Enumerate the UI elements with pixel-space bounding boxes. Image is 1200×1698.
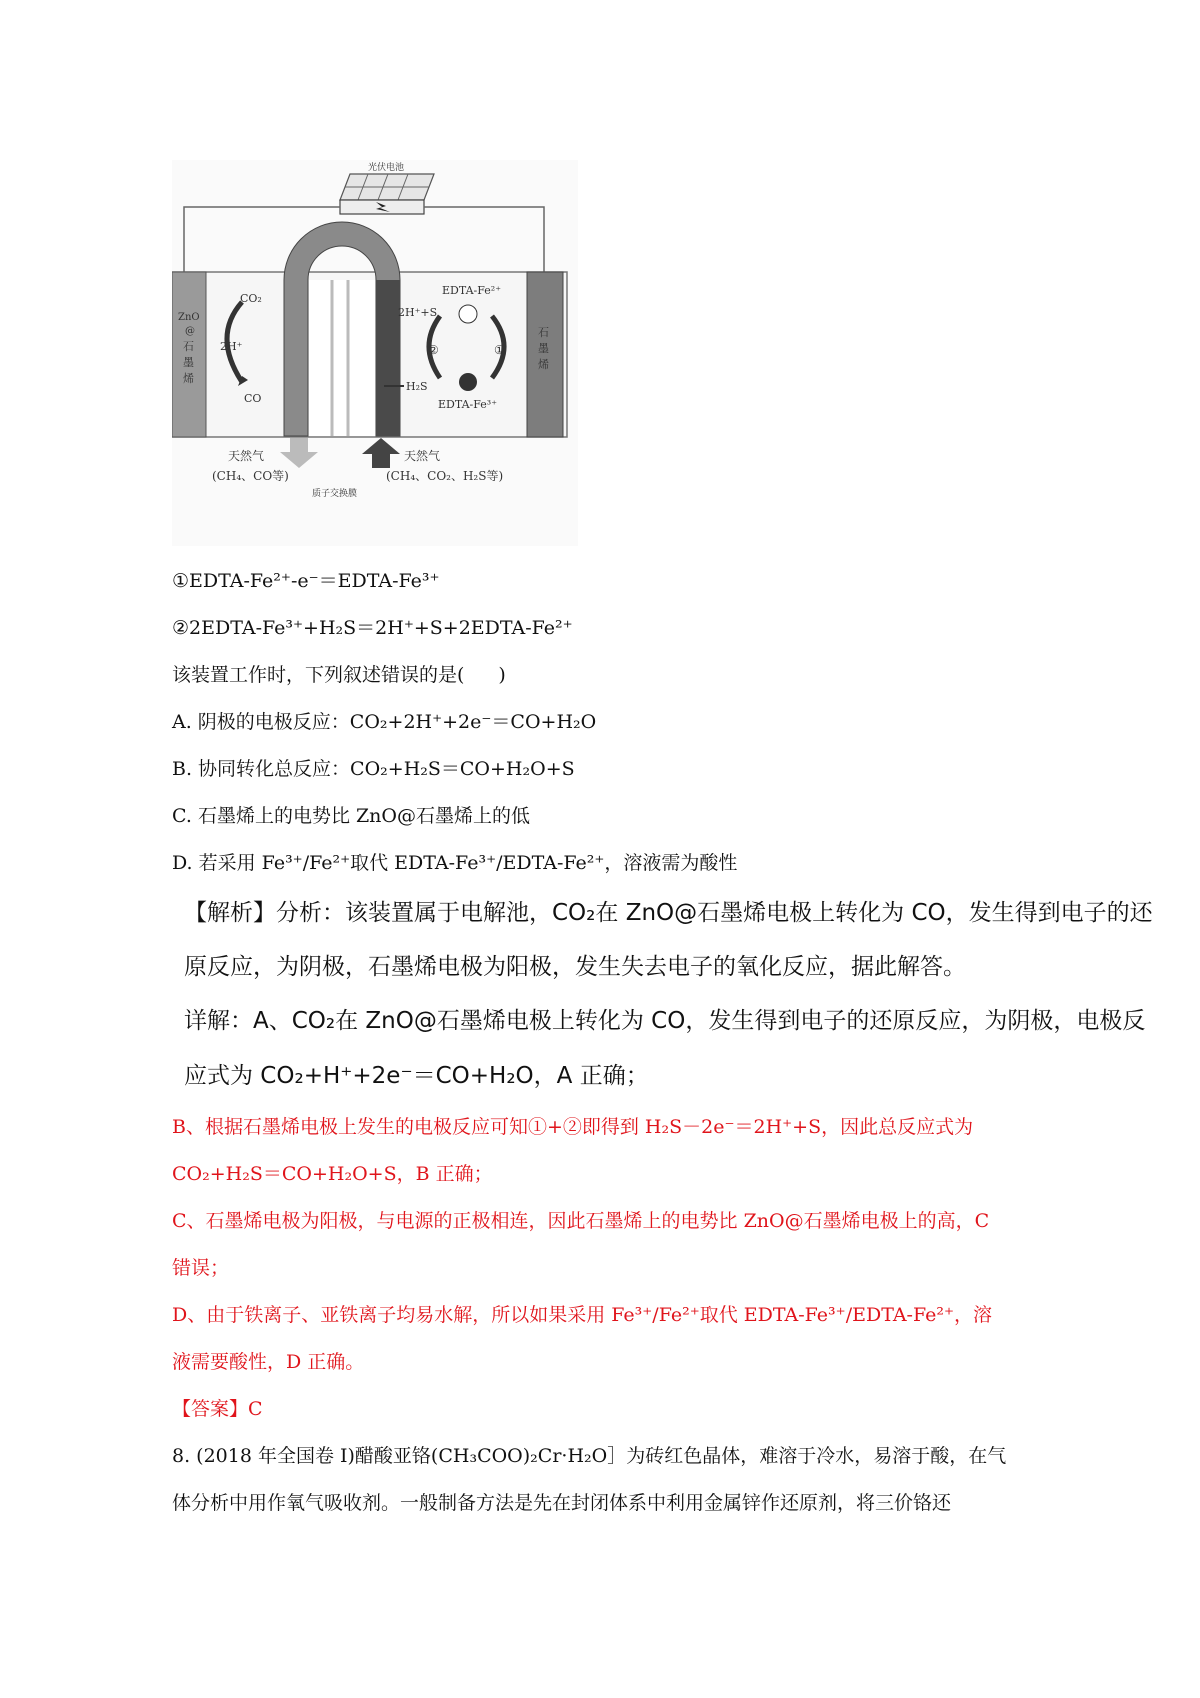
question-stem-text: 该装置工作时，下列叙述错误的是( bbox=[172, 664, 465, 686]
two-h-s-label: 2H⁺+S bbox=[398, 306, 438, 319]
detail-d-line-2: 液需要酸性，D 正确。 bbox=[172, 1351, 365, 1373]
solar-panel-label: 光伏电池 bbox=[368, 163, 405, 173]
answer-line: 【答案】C bbox=[172, 1398, 263, 1420]
membrane-label: 质子交换膜 bbox=[312, 489, 358, 499]
option-c: C. 石墨烯上的电势比 ZnO@石墨烯上的低 bbox=[172, 805, 530, 827]
detail-d-line-1: D、由于铁离子、亚铁离子均易水解，所以如果采用 Fe³⁺/Fe²⁺取代 EDTA-Fe³⁺/EDTA-Fe²⁺，溶 bbox=[172, 1304, 993, 1326]
co2-label: CO₂ bbox=[240, 292, 262, 305]
option-d: D. 若采用 Fe³⁺/Fe²⁺取代 EDTA-Fe³⁺/EDTA-Fe²⁺，溶液需为酸性 bbox=[172, 852, 738, 874]
option-b: B. 协同转化总反应：CO₂+H₂S＝CO+H₂O+S bbox=[172, 758, 575, 780]
two-h-label: 2H⁺ bbox=[220, 340, 243, 353]
edta-fe2-label: EDTA-Fe²⁺ bbox=[442, 284, 502, 297]
fe-particle bbox=[459, 373, 477, 391]
gas-in-composition: (CH₄、CO₂、H₂S等) bbox=[386, 469, 504, 483]
right-electrode-label bbox=[538, 326, 549, 371]
equation-2: ②2EDTA-Fe³⁺+H₂S＝2H⁺+S+2EDTA-Fe²⁺ bbox=[172, 617, 573, 639]
next-question-line-1: 8. (2018 年全国卷 I)醋酸亚铬(CH₃COO)₂Cr·H₂O］为砖红色晶体，难溶于冷水，易溶于酸，在气 bbox=[172, 1445, 1007, 1467]
svg-text:烯: 烯 bbox=[538, 358, 549, 371]
svg-text:烯: 烯 bbox=[183, 372, 194, 385]
h2s-label: H₂S bbox=[406, 380, 428, 393]
edta-fe3-label: EDTA-Fe³⁺ bbox=[438, 398, 498, 411]
solar-panel-icon bbox=[340, 174, 434, 214]
svg-text:@: @ bbox=[185, 326, 195, 337]
analysis-line-1: 【解析】分析：该装置属于电解池，CO₂在 ZnO@石墨烯电极上转化为 CO，发生得到电子的还 bbox=[184, 900, 1153, 926]
step-2-label: ② bbox=[428, 343, 439, 357]
left-electrode bbox=[172, 272, 206, 437]
detail-b-line-1: B、根据石墨烯电极上发生的电极反应可知①+②即得到 H₂S－2e⁻＝2H⁺+S，因此总反应式为 bbox=[172, 1116, 974, 1138]
svg-text:石: 石 bbox=[183, 340, 194, 353]
analysis-line-2: 原反应，为阴极，石墨烯电极为阳极，发生失去电子的氧化反应，据此解答。 bbox=[184, 954, 966, 980]
step-1-label: ① bbox=[494, 343, 505, 357]
detail-c-line-2: 错误； bbox=[172, 1257, 230, 1279]
question-stem bbox=[172, 662, 506, 688]
analysis-line-3: 详解：A、CO₂在 ZnO@石墨烯电极上转化为 CO，发生得到电子的还原反应，为阴极，电极反 bbox=[184, 1008, 1146, 1034]
s-particle bbox=[459, 305, 477, 323]
svg-text:墨: 墨 bbox=[183, 356, 194, 369]
co-label: CO bbox=[244, 392, 262, 405]
next-question-line-2: 体分析中用作氧气吸收剂。一般制备方法是先在封闭体系中利用金属锌作还原剂，将三价铬还 bbox=[172, 1492, 952, 1514]
option-a: A. 阴极的电极反应：CO₂+2H⁺+2e⁻＝CO+H₂O bbox=[172, 711, 597, 733]
svg-text:ZnO: ZnO bbox=[178, 312, 200, 323]
svg-text:石: 石 bbox=[538, 326, 549, 339]
gas-out-label: 天然气 bbox=[228, 449, 265, 463]
equation-1: ①EDTA-Fe²⁺-e⁻＝EDTA-Fe³⁺ bbox=[172, 570, 440, 592]
detail-c-line-1: C、石墨烯电极为阳极，与电源的正极相连，因此石墨烯上的电势比 ZnO@石墨烯电极上的高，C bbox=[172, 1210, 990, 1232]
gas-out-composition: (CH₄、CO等) bbox=[212, 469, 289, 483]
analysis-line-4: 应式为 CO₂+H⁺+2e⁻＝CO+H₂O，A 正确； bbox=[184, 1063, 649, 1089]
question-stem-close: ) bbox=[498, 664, 506, 686]
detail-b-line-2: CO₂+H₂S＝CO+H₂O+S，B 正确； bbox=[172, 1163, 493, 1185]
svg-text:墨: 墨 bbox=[538, 342, 549, 355]
gas-in-label: 天然气 bbox=[404, 449, 441, 463]
electrolysis-diagram bbox=[172, 160, 578, 546]
